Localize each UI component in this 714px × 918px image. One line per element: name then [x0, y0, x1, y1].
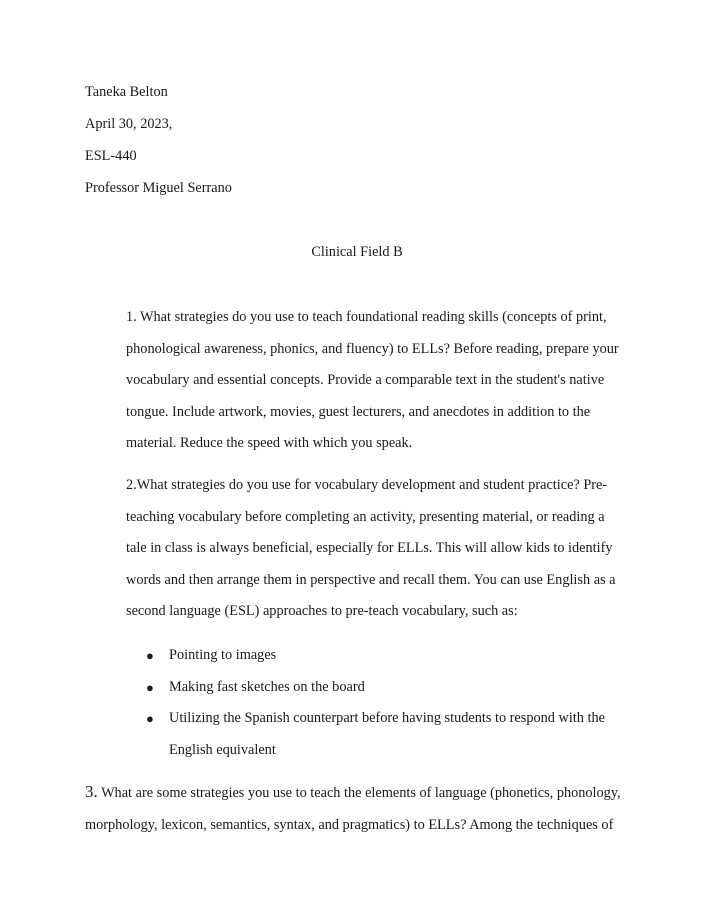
document-title: Clinical Field B — [311, 244, 403, 260]
question-3-text: What are some strategies you use to teach the elements of language (phonetics, phonology, morphology, lexicon, semantics, syntax, and pragmatics) to ELLs? Among the techniques of — [85, 785, 621, 833]
list-item-text: Utilizing the Spanish counterpart before having students to respond with the English equivalent — [169, 710, 605, 758]
bullet-icon: ● — [146, 679, 154, 695]
course-code: ESL-440 — [85, 148, 137, 164]
question-3-paragraph — [85, 776, 630, 841]
bullet-icon: ● — [146, 711, 154, 727]
list-item — [126, 640, 626, 672]
list-item-text: Pointing to images — [169, 647, 277, 663]
professor-name: Professor Miguel Serrano — [85, 180, 232, 196]
question-2-paragraph: 2.What strategies do you use for vocabulary development and student practice? Pre-teaching vocabulary before completing an activity, presenting material, or reading a tale in class is always beneficial, especially for ELLs. This will allow kids to identify words and then arrange them in perspective and recall them. You can use English as a second language (ESL) approaches to pre-teach vocabulary, such as: — [126, 477, 616, 620]
list-item — [126, 703, 626, 766]
list-item — [126, 672, 626, 704]
bullet-icon: ● — [146, 648, 154, 663]
list-item-text: Making fast sketches on the board — [169, 678, 365, 695]
question-1-paragraph: 1. What strategies do you use to teach foundational reading skills (concepts of print, phonological awareness, phonics, and fluency) to ELLs? Before reading, prepare your vocabulary and essential concepts. Provide a comparable text in the student's native tongue. Include artwork, movies, guest lecturers, and anecdotes in addition to the material. Reduce the speed with which you speak. — [126, 309, 619, 452]
question-3-number: 3. — [85, 782, 98, 801]
submission-date: April 30, 2023, — [85, 116, 173, 132]
vocabulary-strategies-list — [126, 640, 626, 766]
author-name: Taneka Belton — [85, 84, 168, 100]
